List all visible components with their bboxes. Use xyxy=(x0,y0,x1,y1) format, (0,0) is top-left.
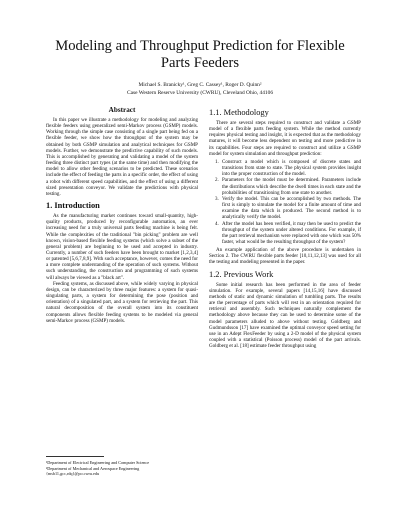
abstract-text: In this paper we illustrate a methodology for modeling and analyzing flexible feeders using generalized semi-Markov process (GSMP) models. Working through the simple case consisting of a single part being fed on a flexible feeder, we show how the throughput of the system may be obtained by both GSMP simulation and analytical techniques for GSMP models. Further, we demonstrate the predictive capability of such models. This is accomplished by generating and validating a model of the system feeding three distinct part types (at the same time) and then modifying the model to allow other feeding scenarios to be predicted. These scenarios include the effect of feeding the parts in a specific order, the effect of using a robot with different speed capabilities, and the effect of using a different sized presentation conveyor. We validate the predictions with physical testing. xyxy=(46,117,198,197)
methodology-step: 2. Parameters for the model must be determined. Parameters include the distributions which describe the dwell times in each state and the probabilities of transitioning from one state to another. xyxy=(220,177,361,195)
methodology-intro: There are several steps required to construct and validate a GSMP model of a flexible parts feeding system. While the method currently requires physical testing and insight, it is expected that as the methodology matures, it will become less dependent on testing and more predictive in its capabilities. Four steps are required to construct and utilize a GSMP model for system simulation and throughput prediction: xyxy=(209,120,361,157)
methodology-after: An example application of the above procedure is undertaken in Section 2. The CWRU flexible parts feeder [10,11,12,13] was used for all the testing and modeling presented in the paper. xyxy=(209,247,361,266)
methodology-step: 3. Verify the model. This can be accomplished by two methods. The first is simply to simulate the model for a finite amount of time and examine the data which is produced. The second method is to analytically verify the model. xyxy=(220,196,361,221)
methodology-step: 4. After the model has been verified, it may then be used to predict the throughput of the system under altered conditions. For example, if the part retrieval mechanism were replaced with one which was 50% faster, what would be the resulting throughput of the system? xyxy=(220,221,361,246)
abstract-heading: Abstract xyxy=(108,106,136,114)
paper-title: Modeling and Throughput Prediction for Flexible Parts Feeders xyxy=(55,38,345,71)
section-heading-previous-work: 1.2. Previous Work xyxy=(209,269,274,279)
right-column xyxy=(209,104,361,349)
author-names: Michael S. Branicky¹, Greg C. Cassey¹, Roger D. Quinn² xyxy=(138,82,262,88)
footnote-rule xyxy=(46,456,104,457)
footnote-eecs: ¹Department of Electrical Engineering and Computer Science xyxy=(46,460,150,465)
left-column xyxy=(46,104,198,324)
intro-paragraph-2: Feeding systems, as discussed above, while widely varying in physical design, can be characterized by three major features: a system for quasi-singulating parts, a system for determining the pose (position and orientation) of a singulated part, and a system for retrieving the part. This natural decomposition of the overall system into its constituent components allows flexible feeding systems to be modeled via general semi-Markov process (GSMP) models. xyxy=(46,280,198,324)
author-block xyxy=(40,81,360,97)
methodology-steps xyxy=(209,159,361,245)
section-heading-methodology: 1.1. Methodology xyxy=(209,108,269,117)
footnote-mae: ²Department of Mechanical and Aerospace Engineering xyxy=(46,465,140,471)
footnote-emails: {msb11,gcc,rdq}@po.cwru.edu xyxy=(46,471,100,477)
intro-paragraph-1: As the manufacturing market continues toward small-quantity, high-quality products, produced by reconfigurable automation, an ever increasing need for a truly universal parts feeding machine is being felt. While the complexities of the traditional "bin picking" problem are well known, vision-based flexible feeding systems (which solve a subset of the general problem) are beginning to be used and accepted in industry. Currently, a number of such feeders have been brought to market [1,2,3,4] or patented [5,6,7,8,9]. With such acceptance, however, comes the need for a more complete understanding of the operation of such systems. Without such understanding, the construction and programming of such systems will always be viewed as a "black art". xyxy=(46,213,198,281)
footnotes xyxy=(46,456,198,477)
author-affiliation: Case Western Reserve University (CWRU), Cleveland Ohio, 44106 xyxy=(126,90,274,96)
section-heading-introduction: 1. Introduction xyxy=(46,201,100,211)
previous-work-text: Some initial research has been performed in the area of feeder simulation. For example, several papers [14,15,16] have discussed methods of static and dynamic simulation of tumbling parts. The results are the percentage of parts which will rest in an orientation required for retrieval and assembly. Such techniques naturally complement the methodology above because they can be used to determine some of the model parameters alluded to above without testing. Goldberg and Gudmundsson [17] have examined the optimal conveyor speed setting for use in an Adept FlexFeeder by using a 2-D model of the physical system coupled with a statistical (Poisson process) model of the part arrivals. Goldberg et al. [18] estimate feeder throughput using xyxy=(209,281,361,350)
methodology-step: 1. Construct a model which is composed of discrete states and transitions from state to state. The physical system provides insight into the proper construction of the model. xyxy=(220,159,361,177)
